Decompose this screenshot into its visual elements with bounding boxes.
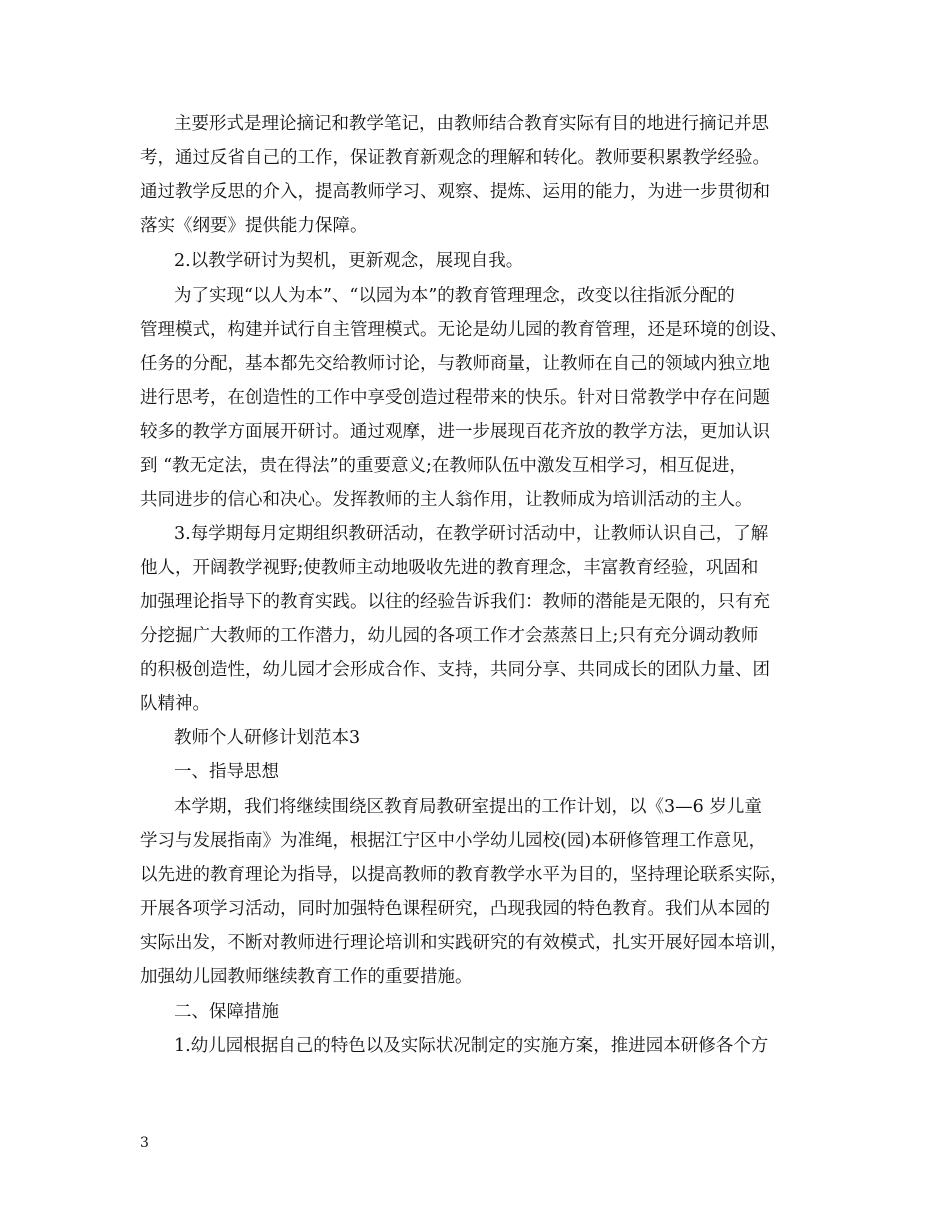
section-heading: 二、保障措施 — [174, 1002, 279, 1022]
text-line: 分挖掘广大教师的工作潜力，幼儿园的各项工作才会蒸蒸日上;只有充分调动教师 — [140, 626, 759, 646]
text-line: 本学期，我们将继续围绕区教育局教研室提出的工作计划，以《3—6 岁儿童 — [174, 797, 762, 817]
text-line: 实际出发，不断对教师进行理论培训和实践研究的有效模式，扎实开展好园本培训， — [140, 933, 788, 953]
text-line: 2.以教学研讨为契机，更新观念，展现自我。 — [174, 251, 524, 271]
text-line: 队精神。 — [140, 694, 210, 714]
text-line: 加强幼儿园教师继续教育工作的重要措施。 — [140, 967, 473, 987]
text-line: 为了实现“以人为本”、“以园为本”的教育管理理念，改变以往指派分配的 — [174, 286, 735, 306]
text-line: 学习与发展指南》为准绳，根据江宁区中小学幼儿园校(园)本研修管理工作意见， — [140, 831, 767, 851]
text-line: 到 “教无定法，贵在得法”的重要意义;在教师队伍中激发互相学习，相互促进， — [140, 456, 747, 476]
text-line: 管理模式，构建并试行自主管理模式。无论是幼儿园的教育管理，还是环境的创设、 — [140, 320, 788, 340]
text-line: 他人，开阔教学视野;使教师主动地吸收先进的教育理念，丰富教育经验，巩固和 — [140, 558, 759, 578]
text-line: 的积极创造性，幼儿园才会形成合作、支持，共同分享、共同成长的团队力量、团 — [140, 660, 770, 680]
text-line: 通过教学反思的介入，提高教师学习、观察、提炼、运用的能力，为进一步贯彻和 — [140, 182, 770, 202]
page-number: 3 — [140, 1135, 149, 1151]
section-heading: 一、指导思想 — [174, 762, 279, 782]
text-line: 主要形式是理论摘记和教学笔记，由教师结合教育实际有目的地进行摘记并思 — [174, 114, 769, 134]
text-line: 开展各项学习活动，同时加强特色课程研究，凸现我园的特色教育。我们从本园的 — [140, 899, 770, 919]
text-line: 较多的教学方面展开研讨。通过观摩，进一步展现百花齐放的教学方法，更加认识 — [140, 422, 770, 442]
text-line: 考，通过反省自己的工作，保证教育新观念的理解和转化。教师要积累教学经验。 — [140, 148, 770, 168]
text-line: 任务的分配，基本都先交给教师讨论，与教师商量，让教师在自己的领域内独立地 — [140, 354, 770, 374]
text-line: 加强理论指导下的教育实践。以往的经验告诉我们：教师的潜能是无限的，只有充 — [140, 592, 770, 612]
text-line: 1.幼儿园根据自己的特色以及实际状况制定的实施方案，推进园本研修各个方 — [174, 1036, 769, 1056]
text-line: 3.每学期每月定期组织教研活动，在教学研讨活动中，让教师认识自己，了解 — [174, 524, 769, 544]
text-line: 以先进的教育理论为指导，以提高教师的教育教学水平为目的，坚持理论联系实际， — [140, 865, 788, 885]
text-line: 共同进步的信心和决心。发挥教师的主人翁作用，让教师成为培训活动的主人。 — [140, 490, 753, 510]
text-line: 进行思考，在创造性的工作中享受创造过程带来的快乐。针对日常教学中存在问题 — [140, 388, 770, 408]
text-line: 落实《纲要》提供能力保障。 — [140, 216, 368, 236]
section-title: 教师个人研修计划范本3 — [174, 728, 361, 748]
